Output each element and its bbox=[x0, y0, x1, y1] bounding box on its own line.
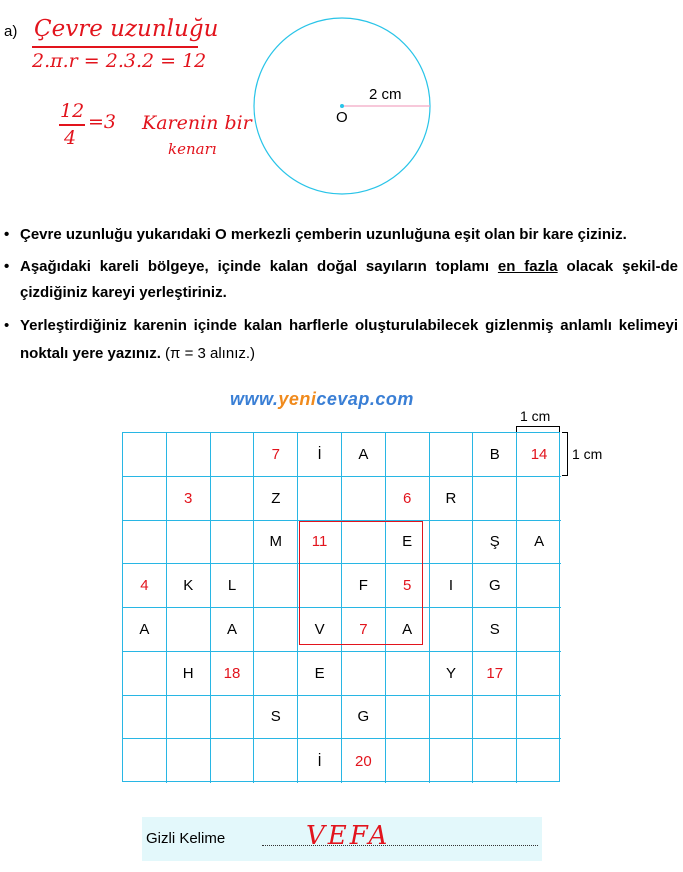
circle-center-dot bbox=[340, 104, 344, 108]
grid-cell: G bbox=[473, 564, 517, 608]
grid-cell: İ bbox=[298, 433, 342, 477]
circle-figure bbox=[250, 14, 440, 198]
grid-cell: 18 bbox=[211, 652, 255, 696]
grid-cell bbox=[298, 696, 342, 740]
grid-cell bbox=[386, 696, 430, 740]
grid-cell: K bbox=[167, 564, 211, 608]
grid-cell: 17 bbox=[473, 652, 517, 696]
instructions bbox=[4, 222, 678, 374]
grid-cell bbox=[517, 564, 561, 608]
grid-cell: A bbox=[342, 433, 386, 477]
grid-cell: F bbox=[342, 564, 386, 608]
grid-cell: R bbox=[430, 477, 474, 521]
grid-cell bbox=[386, 652, 430, 696]
grid-cell bbox=[211, 739, 255, 783]
grid-cell: 14 bbox=[517, 433, 561, 477]
grid-cell bbox=[123, 739, 167, 783]
grid-cell bbox=[430, 739, 474, 783]
watermark-logo: www.yenicevap.com bbox=[230, 389, 414, 409]
grid-cell: Ş bbox=[473, 521, 517, 565]
circle-radius-label: 2 cm bbox=[369, 86, 402, 103]
note-fraction-numerator: 12 bbox=[60, 100, 85, 122]
grid-cell: Z bbox=[254, 477, 298, 521]
note-side-text-1: Karenin bir bbox=[142, 112, 252, 134]
grid-cell: İ bbox=[298, 739, 342, 783]
answer-label: Gizli Kelime bbox=[146, 830, 226, 847]
grid-cell bbox=[430, 696, 474, 740]
grid-cell bbox=[517, 608, 561, 652]
answer-dotted-line[interactable] bbox=[262, 845, 538, 846]
note-side-text-2: kenarı bbox=[168, 140, 217, 158]
grid-cell bbox=[167, 433, 211, 477]
note-cevre-uzunlugu: Çevre uzunluğu bbox=[34, 16, 219, 42]
grid-cell bbox=[167, 739, 211, 783]
grid-cell: B bbox=[473, 433, 517, 477]
note-underline bbox=[32, 46, 198, 48]
instruction-2: • Aşağıdaki kareli bölgeye, içinde kalan doğal sayıların toplamı en fazla olacak şekil-de çizdiğiniz kareyi yerleştiriniz. bbox=[4, 254, 678, 306]
scale-horizontal-label: 1 cm bbox=[520, 408, 551, 424]
instruction-3: • Yerleştirdiğiniz karenin içinde kalan harflerle oluşturulabilecek gizlenmiş anlamlı kelimeyi noktalı yere yazınız. (π = 3 alınız.) bbox=[4, 312, 678, 368]
grid-cell: E bbox=[298, 652, 342, 696]
grid-cell bbox=[211, 521, 255, 565]
grid-cell bbox=[430, 433, 474, 477]
scale-vertical-label: 1 cm bbox=[572, 446, 603, 462]
grid-cell bbox=[123, 696, 167, 740]
grid-cell: 11 bbox=[298, 521, 342, 565]
note-fraction-denominator: 4 bbox=[64, 127, 77, 149]
highlighted-square bbox=[299, 521, 423, 645]
grid-cell bbox=[211, 477, 255, 521]
grid-cell bbox=[254, 564, 298, 608]
grid-cell bbox=[167, 608, 211, 652]
grid-cell: 7 bbox=[342, 608, 386, 652]
grid-cell bbox=[342, 477, 386, 521]
grid-cell: H bbox=[167, 652, 211, 696]
grid-cell bbox=[211, 433, 255, 477]
grid-cell: 20 bbox=[342, 739, 386, 783]
grid-cell bbox=[167, 696, 211, 740]
grid-cell bbox=[123, 433, 167, 477]
grid-cell: V bbox=[298, 608, 342, 652]
grid-cell: M bbox=[254, 521, 298, 565]
grid-cell: A bbox=[386, 608, 430, 652]
grid-cell bbox=[473, 696, 517, 740]
grid-cell bbox=[342, 652, 386, 696]
grid-cell: G bbox=[342, 696, 386, 740]
note-formula: 2.π.r = 2.3.2 = 12 bbox=[32, 50, 207, 72]
grid-cell: 5 bbox=[386, 564, 430, 608]
grid-cell bbox=[386, 433, 430, 477]
grid-cell: S bbox=[254, 696, 298, 740]
grid-cell: Y bbox=[430, 652, 474, 696]
scale-vertical-bracket bbox=[562, 432, 568, 476]
grid-cell bbox=[123, 521, 167, 565]
grid-cell: L bbox=[211, 564, 255, 608]
answer-box bbox=[142, 817, 542, 861]
instruction-1: • Çevre uzunluğu yukarıdaki O merkezli çemberin uzunluğuna eşit olan bir kare çiziniz. bbox=[4, 222, 678, 248]
grid-cell: 7 bbox=[254, 433, 298, 477]
grid-cell bbox=[386, 739, 430, 783]
grid-cell bbox=[430, 608, 474, 652]
grid-cell bbox=[517, 652, 561, 696]
grid-cell: 6 bbox=[386, 477, 430, 521]
grid-cell bbox=[473, 477, 517, 521]
grid-cell: 4 bbox=[123, 564, 167, 608]
grid-cell bbox=[517, 739, 561, 783]
answer-value: VEFA bbox=[306, 821, 391, 851]
grid-cell bbox=[254, 652, 298, 696]
grid-cell bbox=[517, 696, 561, 740]
grid-cell: 3 bbox=[167, 477, 211, 521]
emphasis-en-fazla: en fazla bbox=[497, 258, 558, 275]
grid-cell: A bbox=[517, 521, 561, 565]
grid-cell bbox=[123, 652, 167, 696]
grid-cell bbox=[123, 477, 167, 521]
grid-cell bbox=[254, 739, 298, 783]
circle-center-label: O bbox=[336, 109, 348, 126]
grid-cell bbox=[430, 521, 474, 565]
grid-cell bbox=[298, 477, 342, 521]
grid-cell: A bbox=[211, 608, 255, 652]
grid-cell: I bbox=[430, 564, 474, 608]
grid-cell bbox=[254, 608, 298, 652]
grid-cell: A bbox=[123, 608, 167, 652]
grid-cell bbox=[517, 477, 561, 521]
grid-cell bbox=[211, 696, 255, 740]
note-fraction-result: =3 bbox=[88, 111, 117, 133]
part-label: a) bbox=[4, 23, 18, 40]
grid-cell: S bbox=[473, 608, 517, 652]
grid-cell bbox=[473, 739, 517, 783]
note-fraction-bar bbox=[59, 124, 85, 126]
grid-cell bbox=[167, 521, 211, 565]
grid-cell: E bbox=[386, 521, 430, 565]
